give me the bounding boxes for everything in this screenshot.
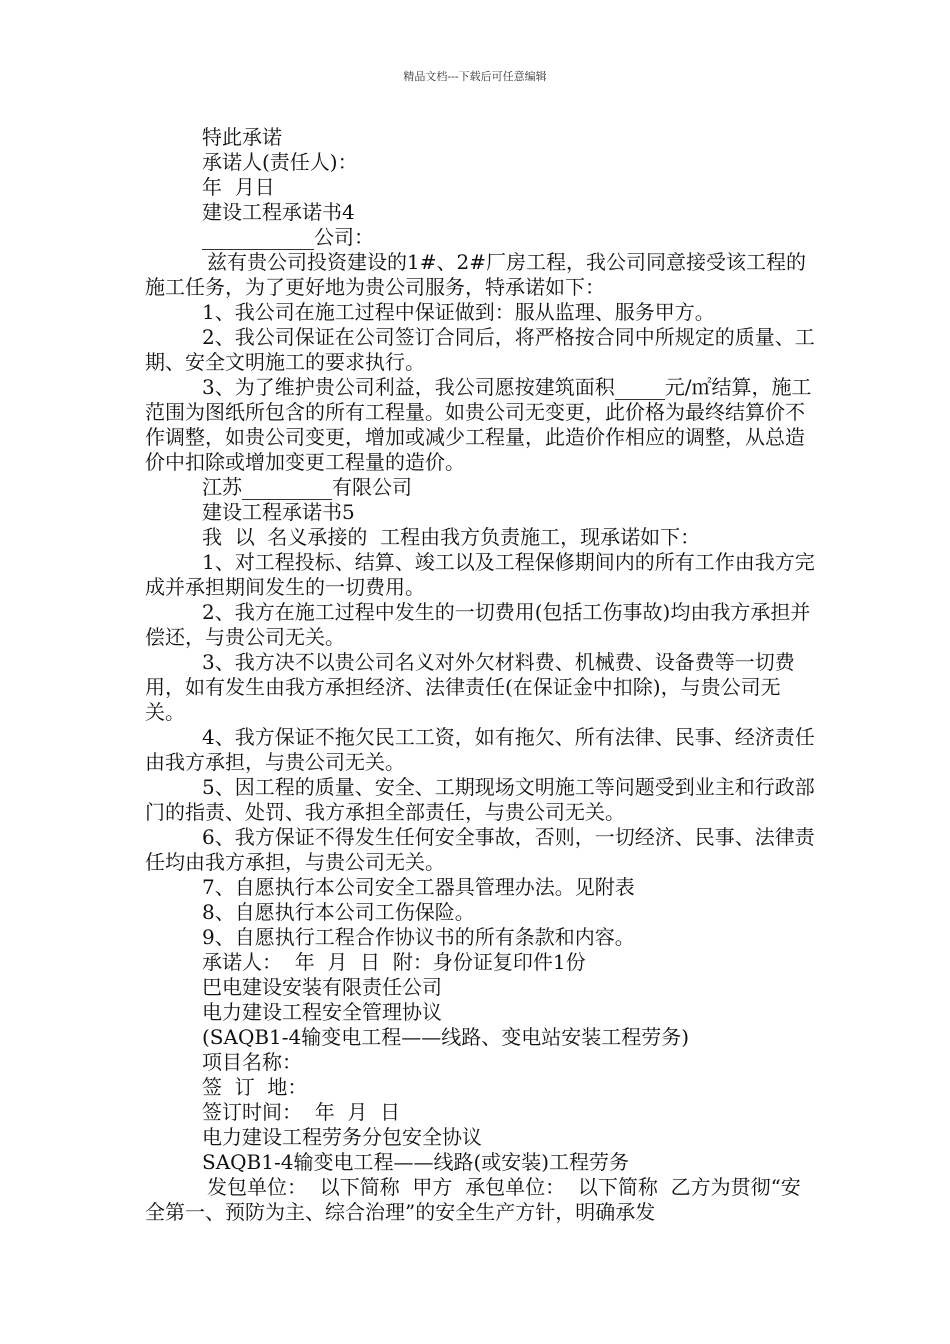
paragraph-part: 3、为了维护贵公司利益，我公司愿按建筑面积 (202, 375, 615, 399)
company-name-blank (242, 479, 332, 500)
page-header: 精品文档---下载后可任意编辑 (403, 70, 547, 83)
paragraph: 6、我方保证不得发生任何安全事故，否则，一切经济、民事、法律责任均由我方承担，与贵公司无关。 (145, 825, 815, 874)
signing-date-line: 签订时间： 年 月 日 (202, 1100, 401, 1124)
project-name-line: 项目名称： (202, 1050, 302, 1074)
subcontract-title: 电力建设工程劳务分包安全协议 (202, 1125, 482, 1149)
promisor-line: 承诺人(责任人)： (202, 150, 358, 174)
promisor-signature: 承诺人： 年 月 日 附：身份证复印件1份 (202, 950, 586, 974)
paragraph: 7、自愿执行本公司安全工器具管理办法。见附表 (202, 875, 635, 899)
section-title-4: 建设工程承诺书4 (202, 200, 355, 224)
subcontract-code: SAQB1-4输变电工程——线路(或安装)工程劳务 (202, 1150, 630, 1174)
agreement-code: (SAQB1-4输变电工程——线路、变电站安装工程劳务) (202, 1025, 690, 1049)
paragraph: 1、对工程投标、结算、竣工以及工程保修期间内的所有工作由我方完成并承担期间发生的一切费用。 (145, 550, 815, 599)
paragraph-part: 元/㎡结算，施工范围为图纸所包含的所有工程量。如贵公司无变更，此价格为最终结算价不作调整，如贵公司变更，增加或减少工程量，此造价作相应的调整，从总造价中扣除或增加变更工程量的造价。 (145, 375, 812, 474)
addressee-text: 公司： (314, 225, 374, 249)
date-line: 年 月日 (202, 175, 275, 199)
paragraph: 我 以 名义承接的 工程由我方负责施工，现承诺如下： (202, 525, 701, 549)
company-prefix: 江苏 (202, 475, 242, 499)
paragraph: 1、我公司在施工过程中保证做到：服从监理、服务甲方。 (202, 300, 715, 324)
paragraph (145, 375, 815, 475)
paragraph: 9、自愿执行工程合作协议书的所有条款和内容。 (202, 925, 635, 949)
paragraph: 8、自愿执行本公司工伤保险。 (202, 900, 475, 924)
company-suffix: 有限公司 (332, 475, 412, 499)
signing-place-line: 签 订 地： (202, 1075, 308, 1099)
addressee-line (145, 225, 815, 250)
document-body (145, 125, 815, 1225)
paragraph: 发包单位： 以下简称 甲方 承包单位： 以下简称 乙方为贯彻“安全第一、预防为主、综合治理”的安全生产方针，明确承发 (145, 1175, 801, 1224)
company-blank (202, 229, 314, 250)
paragraph: 5、因工程的质量、安全、工期现场文明施工等问题受到业主和行政部门的指责、处罚、我方承担全部责任，与贵公司无关。 (145, 775, 815, 824)
agreement-title: 电力建设工程安全管理协议 (202, 1000, 442, 1024)
paragraph: 兹有贵公司投资建设的1#、2#厂房工程，我公司同意接受该工程的施工任务，为了更好地为贵公司服务，特承诺如下： (145, 250, 806, 299)
paragraph: 3、我方决不以贵公司名义对外欠材料费、机械费、设备费等一切费用，如有发生由我方承担经济、法律责任(在保证金中扣除)，与贵公司无关。 (145, 650, 795, 724)
closing-line: 特此承诺 (202, 125, 282, 149)
paragraph: 2、我公司保证在公司签订合同后，将严格按合同中所规定的质量、工期、安全文明施工的要求执行。 (145, 325, 815, 374)
price-blank (615, 379, 665, 400)
section-title-5: 建设工程承诺书5 (202, 500, 355, 524)
paragraph: 2、我方在施工过程中发生的一切费用(包括工伤事故)均由我方承担并偿还，与贵公司无关。 (145, 600, 811, 649)
company-signature (145, 475, 815, 500)
company-name: 巴电建设安装有限责任公司 (202, 975, 442, 999)
paragraph: 4、我方保证不拖欠民工工资，如有拖欠、所有法律、民事、经济责任由我方承担，与贵公司无关。 (145, 725, 815, 774)
